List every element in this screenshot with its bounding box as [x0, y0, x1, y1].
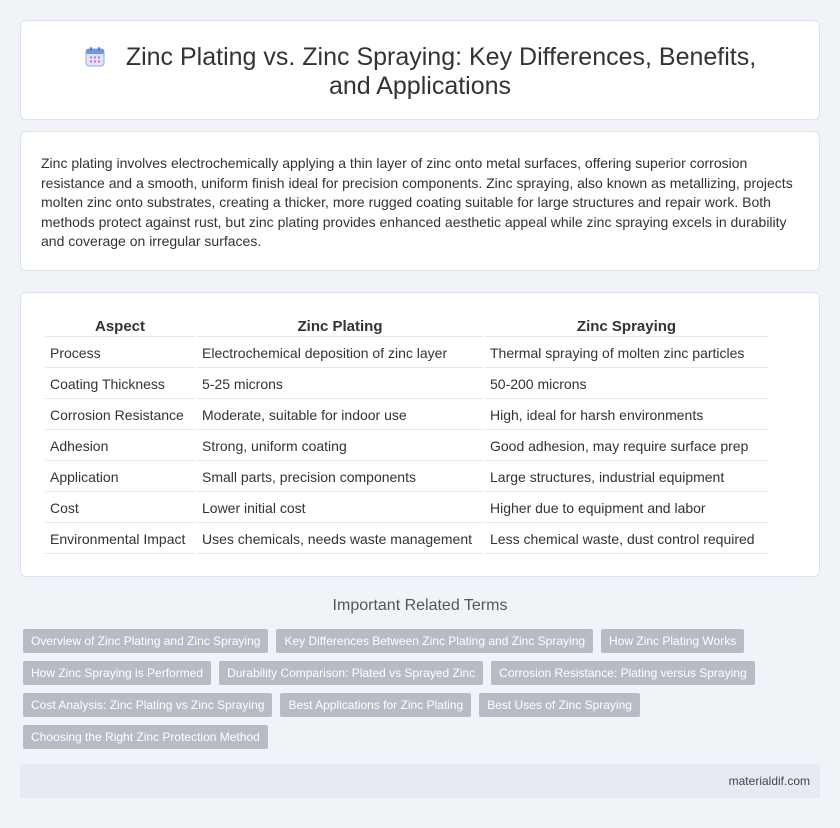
table-cell-plating: Lower initial cost — [197, 494, 483, 523]
related-term-tag[interactable]: Best Uses of Zinc Spraying — [479, 693, 640, 717]
column-header-aspect: Aspect — [45, 317, 195, 337]
intro-card — [20, 131, 820, 271]
related-term-tag[interactable]: Choosing the Right Zinc Protection Method — [23, 725, 268, 749]
related-term-tag[interactable]: Corrosion Resistance: Plating versus Spraying — [491, 661, 754, 685]
column-header-zinc-spraying: Zinc Spraying — [485, 317, 768, 337]
table-cell-plating: Small parts, precision components — [197, 463, 483, 492]
comparison-table-card — [20, 292, 820, 577]
related-terms-heading: Important Related Terms — [332, 597, 508, 614]
table-row — [45, 494, 768, 523]
table-row — [45, 525, 768, 554]
table-cell-plating: Strong, uniform coating — [197, 432, 483, 461]
table-cell-aspect: Corrosion Resistance — [45, 401, 195, 430]
header-card — [20, 20, 820, 120]
table-cell-plating: Moderate, suitable for indoor use — [197, 401, 483, 430]
footer — [20, 764, 820, 798]
table-cell-spraying: Large structures, industrial equipment — [485, 463, 768, 492]
column-header-zinc-plating: Zinc Plating — [197, 317, 483, 337]
table-row — [45, 463, 768, 492]
related-term-tag[interactable]: How Zinc Spraying is Performed — [23, 661, 211, 685]
table-cell-spraying: 50-200 microns — [485, 370, 768, 399]
table-header-row — [45, 317, 768, 337]
table-row — [45, 370, 768, 399]
intro-paragraph: Zinc plating involves electrochemically applying a thin layer of zinc onto metal surfaces, offering superior corrosion resistance and a smooth, uniform finish ideal for precision components. Zinc spraying, also known as metallizing, projects molten zinc onto substrates, creating a thicker, more rugged coating suitable for large structures and repair work. Both methods protect against rust, but zinc plating provides enhanced aesthetic appeal while zinc spraying excels in durability and coverage on irregular surfaces. — [41, 155, 793, 250]
table-cell-spraying: Higher due to equipment and labor — [485, 494, 768, 523]
table-cell-aspect: Process — [45, 339, 195, 368]
table-cell-plating: Uses chemicals, needs waste management — [197, 525, 483, 554]
table-cell-plating: 5-25 microns — [197, 370, 483, 399]
table-cell-spraying: Good adhesion, may require surface prep — [485, 432, 768, 461]
related-terms-tags — [23, 629, 803, 749]
table-cell-aspect: Environmental Impact — [45, 525, 195, 554]
table-cell-plating: Electrochemical deposition of zinc layer — [197, 339, 483, 368]
table-row — [45, 401, 768, 430]
footer-site-name: materialdif.com — [728, 774, 810, 788]
table-cell-spraying: Thermal spraying of molten zinc particles — [485, 339, 768, 368]
related-term-tag[interactable]: Cost Analysis: Zinc Plating vs Zinc Spraying — [23, 693, 272, 717]
table-cell-aspect: Application — [45, 463, 195, 492]
related-term-tag[interactable]: Best Applications for Zinc Plating — [280, 693, 471, 717]
table-cell-spraying: Less chemical waste, dust control required — [485, 525, 768, 554]
table-cell-aspect: Coating Thickness — [45, 370, 195, 399]
page-title-row — [21, 43, 819, 101]
related-term-tag[interactable]: Durability Comparison: Plated vs Sprayed Zinc — [219, 661, 483, 685]
comparison-table — [43, 315, 770, 556]
table-cell-aspect: Cost — [45, 494, 195, 523]
related-term-tag[interactable]: How Zinc Plating Works — [601, 629, 744, 653]
related-term-tag[interactable]: Key Differences Between Zinc Plating and Zinc Spraying — [276, 629, 593, 653]
table-cell-spraying: High, ideal for harsh environments — [485, 401, 768, 430]
table-cell-aspect: Adhesion — [45, 432, 195, 461]
table-row — [45, 339, 768, 368]
page-title: Zinc Plating vs. Zinc Spraying: Key Differences, Benefits, and Applications — [125, 43, 757, 100]
table-row — [45, 432, 768, 461]
calendar-icon — [84, 46, 106, 68]
related-term-tag[interactable]: Overview of Zinc Plating and Zinc Spraying — [23, 629, 268, 653]
